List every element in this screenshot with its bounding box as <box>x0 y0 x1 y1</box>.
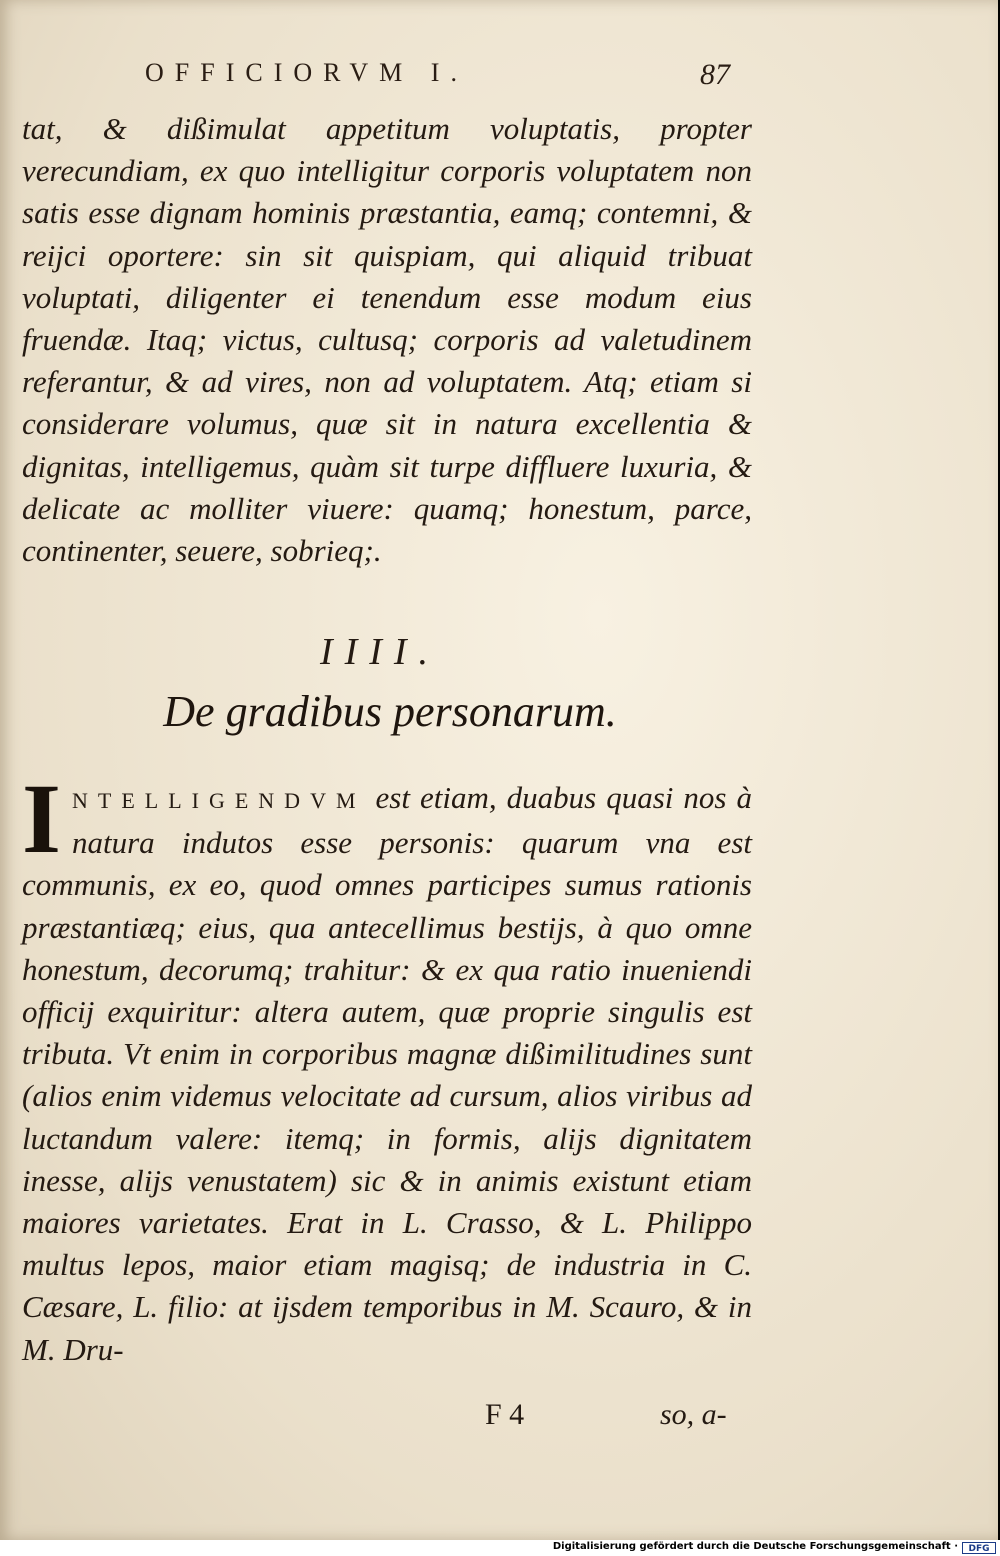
chapter-title: De gradibus personarum. <box>163 687 617 736</box>
paragraph-continued: tat, & dißimulat appetitum voluptatis, propter verecundiam, ex quo intelligitur corporis voluptatem non satis esse dignam hominis præstantia, eamq; contemni, & reijci oportere: sin sit quispiam, qui aliquid tribuat voluptati, diligenter ei tenendum esse modum eius fruendæ. Itaq; victus, cultusq; corporis ad valetudinem referantur, & ad vires, non ad voluptatem. Atq; etiam si considerare volumus, quæ sit in natura excellentia & dignitas, intelligemus, quàm sit turpe diffluere luxuria, & delicate ac molliter viuere: quamq; honestum, parce, continenter, seuere, sobrieq;. <box>22 111 752 569</box>
page-footer-marks <box>0 1398 1000 1438</box>
chapter-paragraph-body: est etiam, duabus quasi nos à natura indutos esse personis: quarum vna est communis, ex eo, quod omnes participes sumus rationis præstantiæq; eius, qua antecellimus bestijs, à quo omne honestum, decorumq; trahitur: & ex qua ratio inueniendi officij exquiritur: altera autem, quæ proprie singulis est tributa. Vt enim in corporibus magnæ dißimilitudines sunt (alios enim videmus velocitate ad cursum, alios viribus ad luctandum valere: itemq; in formis, alijs dignitatem inesse, alijs venustatem) sic & in animis existunt etiam maiores varietates. Erat in L. Crasso, & L. Philippo multus lepos, maior etiam magisq; de industria in C. Cæsare, L. filio: at ijsdem temporibus in M. Scauro, & in M. Dru- <box>22 780 752 1367</box>
funding-credit: Digitalisierung gefördert durch die Deutsche Forschungsgemeinschaft · <box>552 1541 958 1552</box>
digitization-footer <box>0 1540 1000 1556</box>
running-head: OFFICIORVM I. <box>145 58 468 87</box>
dfg-logo-icon: DFG <box>962 1542 996 1554</box>
chapter-number: IIII. <box>319 631 441 673</box>
opening-capitals: NTELLIGENDVM <box>72 788 366 813</box>
drop-cap: I <box>22 763 61 874</box>
chapter-paragraph <box>22 763 752 1371</box>
page-number: 87 <box>700 58 730 91</box>
signature-mark: F 4 <box>485 1398 525 1431</box>
page-header <box>0 58 1000 98</box>
chapter-paragraph-text <box>22 763 752 1371</box>
catchword: so, a- <box>660 1398 727 1431</box>
